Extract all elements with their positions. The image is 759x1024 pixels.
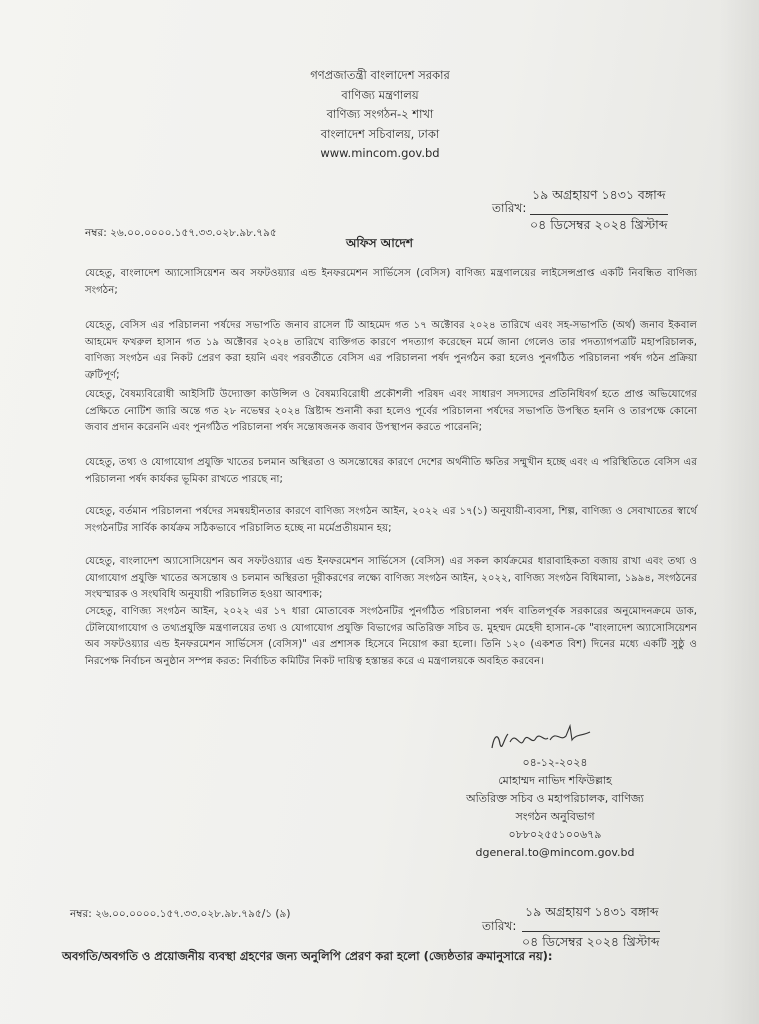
bottom-memo-number: নম্বর: ২৬.০০.০০০০.১৫৭.৩৩.০২৮.৯৮.৭৯৫/১ (৯) [70, 908, 291, 920]
govt-name: গণপ্রজাতন্ত্রী বাংলাদেশ সরকার [310, 68, 450, 82]
letterhead [200, 66, 560, 164]
bottom-date-label: তারিখ: [482, 919, 517, 933]
copy-distribution-line: অবগতি/অবগতি ও প্রয়োজনীয় ব্যবস্থা গ্রহণের জন্য অনুলিপি প্রেরণ করা হলো (জ্যেষ্ঠতার ক্রমানুসারে নয়): [62, 949, 553, 963]
office-address: বাংলাদেশ সচিবালয়, ঢাকা [320, 126, 440, 141]
paragraph-6: যেহেতু, বাংলাদেশ অ্যাসোসিয়েশন অব সফটওয়্যার এন্ড ইনফরমেশন সার্ভিসেস (বেসিস) এর সকল কার্যক্রমের ধারাবাহিকতা বজায় রাখা এবং তথ্য ও যোগাযোগ প্রযুক্তি খাতের অসন্তোষ ও চলমান অস্থিরতা দূরীকরণের লক্ষ্যে বাণিজ্য সংগঠন আইন, ২০২২, বাণিজ্য সংগঠন বিধিমালা, ১৯৯৪, সংগঠনের সংঘস্মারক ও সংঘবিধি অনুযায়ী পরিচালিত হওয়া আবশ্যক; [85, 556, 697, 601]
signatory-name: মোহাম্মদ নাভিদ শফিউল্লাহ [498, 774, 612, 787]
signatory-phone: ০৮৮০২৫৫১০০৬৭৯ [508, 828, 602, 841]
bottom-date-english: ০৪ ডিসেম্বর ২০২৪ খ্রিস্টাব্দ [522, 931, 660, 954]
paragraph-7: সেহেতু, বাণিজ্য সংগঠন আইন, ২০২২ এর ১৭ ধারা মোতাবেক সংগঠনটির পুনর্গঠিত পরিচালনা পর্ষদ বাতিলপূর্বক সরকারের অনুমোদনক্রমে ডাক, টেলিযোগাযোগ ও তথ্যপ্রযুক্তি মন্ত্রণালয়ের তথ্য ও যোগাযোগ প্রযুক্তি বিভাগের অতিরিক্ত সচিব ড. মুহম্মদ মেহেদী হাসান-কে "বাংলাদেশ অ্যাসোসিয়েশন অব সফটওয়্যার এন্ড ইনফরমেশন সার্ভিসেস (বেসিস)" এর প্রশাসক হিসেবে নিয়োগ করা হলো। তিনি ১২০ (একশত বিশ) দিনের মধ্যে একটি সুষ্ঠু ও নিরপেক্ষ নির্বাচন অনুষ্ঠান সম্পন্ন করত: নির্বাচিত কমিটির নিকট দায়িত্ব হস্তান্তর করে এ মন্ত্রণালয়কে অবহিত করবেন। [85, 606, 697, 667]
signatory-designation: অতিরিক্ত সচিব ও মহাপরিচালক, বাণিজ্য [466, 792, 644, 805]
ministry-website: www.mincom.gov.bd [320, 146, 440, 160]
paragraph-3: যেহেতু, বৈষম্যবিরোধী আইসিটি উদ্যোক্তা কাউন্সিল ও বৈষম্যবিরোধী প্রকৌশলী পরিষদ এবং সাধারণ সদস্যদের প্রতিনিধিবর্গ হতে প্রাপ্ত অভিযোগের প্রেক্ষিতে নোটিশ জারি অন্তে গত ২৮ নভেম্বর ২০২৪ খ্রিষ্টাব্দ শুনানী করা হলেও পূর্বের পরিচালনা পর্ষদের সভাপতি উপস্থিত হননি ও তারপক্ষে কোনো জবাব প্রদান করেননি এবং পুনর্গঠিত পরিচালনা পর্ষদ সন্তোষজনক জবাব উপস্থাপন করতে পারেননি; [85, 389, 697, 434]
paragraph-2: যেহেতু, বেসিস এর পরিচালনা পর্ষদের সভাপতি জনাব রাসেল টি আহমেদ গত ১৭ অক্টোবর ২০২৪ তারিখে এবং সহ-সভাপতি (অর্থ) জনাব ইকবাল আহমেদ ফখরুল হাসান গত ১৯ অক্টোবর ২০২৪ তারিখে ব্যক্তিগত কারণে পদত্যাগ করেছেন মর্মে জানা গেলেও তার পদত্যাগপত্রটি মহাপরিচালক, বাণিজ্য সংগঠন এর নিকট প্রেরণ করা হয়নি এবং পরবর্তীতে বেসিস এর পরিচালনা পর্ষদ পুনর্গঠন করা হলেও পুনর্গঠিত পরিচালনা পর্ষদ গঠন প্রক্রিয়া ত্রুটিপূর্ণ; [85, 320, 697, 381]
signatory-email[interactable]: dgeneral.to@mincom.gov.bd [475, 846, 635, 859]
memo-number: নম্বর: ২৬.০০.০০০০.১৫৭.৩৩.০২৮.৯৮.৭৯৫ [85, 227, 277, 239]
signatory-block [430, 754, 680, 862]
date-english: ০৪ ডিসেম্বর ২০২৪ খ্রিস্টাব্দ [530, 214, 668, 237]
paragraph-1: যেহেতু, বাংলাদেশ অ্যাসোসিয়েশন অব সফটওয়্যার এন্ড ইনফরমেশন সার্ভিসেস (বেসিস) বাণিজ্য মন্ত্রণালয়ের লাইসেন্সপ্রাপ্ত একটি নিবন্ধিত বাণিজ্য সংগঠন; [85, 268, 697, 296]
date-label: তারিখ: [492, 201, 527, 215]
handwritten-signature [486, 722, 596, 758]
signatory-wing: সংগঠন অনুবিভাগ [515, 810, 595, 823]
bottom-date-bangla: ১৯ অগ্রহায়ণ ১৪৩১ বঙ্গাব্দ [525, 904, 659, 919]
paragraph-5: যেহেতু, বর্তমান পরিচালনা পর্ষদের সমন্বয়হীনতার কারণে বাণিজ্য সংগঠন আইন, ২০২২ এর ১৭(১) অনুযায়ী-ব্যবসা, শিল্প, বাণিজ্য ও সেবাখাতের স্বার্থে সংগঠনটির সার্বিক কার্যক্রম সঠিকভাবে পরিচালিত হচ্ছে না মর্মেপ্রতীয়মান হয়; [85, 506, 697, 534]
branch-name: বাণিজ্য সংগঠন-২ শাখা [326, 107, 434, 121]
order-title: অফিস আদেশ [346, 236, 413, 250]
paragraph-4: যেহেতু, তথ্য ও যোগাযোগ প্রযুক্তি খাতের চলমান অস্থিরতা ও অসন্তোষের কারণে দেশের অর্থনীতি ক্ষতির সম্মুখীন হচ্ছে এবং এ পরিস্থিতিতে বেসিস এর পরিচালনা পর্ষদ কার্যকর ভূমিকা রাখতে পারছে না; [85, 457, 697, 485]
signature-date: ০৪-১২-২০২৪ [522, 756, 588, 769]
ministry-name: বাণিজ্য মন্ত্রণালয় [341, 87, 419, 102]
page-edge-shadow [719, 0, 759, 1024]
date-bangla: ১৯ অগ্রহায়ণ ১৪৩১ বঙ্গাব্দ [532, 187, 666, 202]
